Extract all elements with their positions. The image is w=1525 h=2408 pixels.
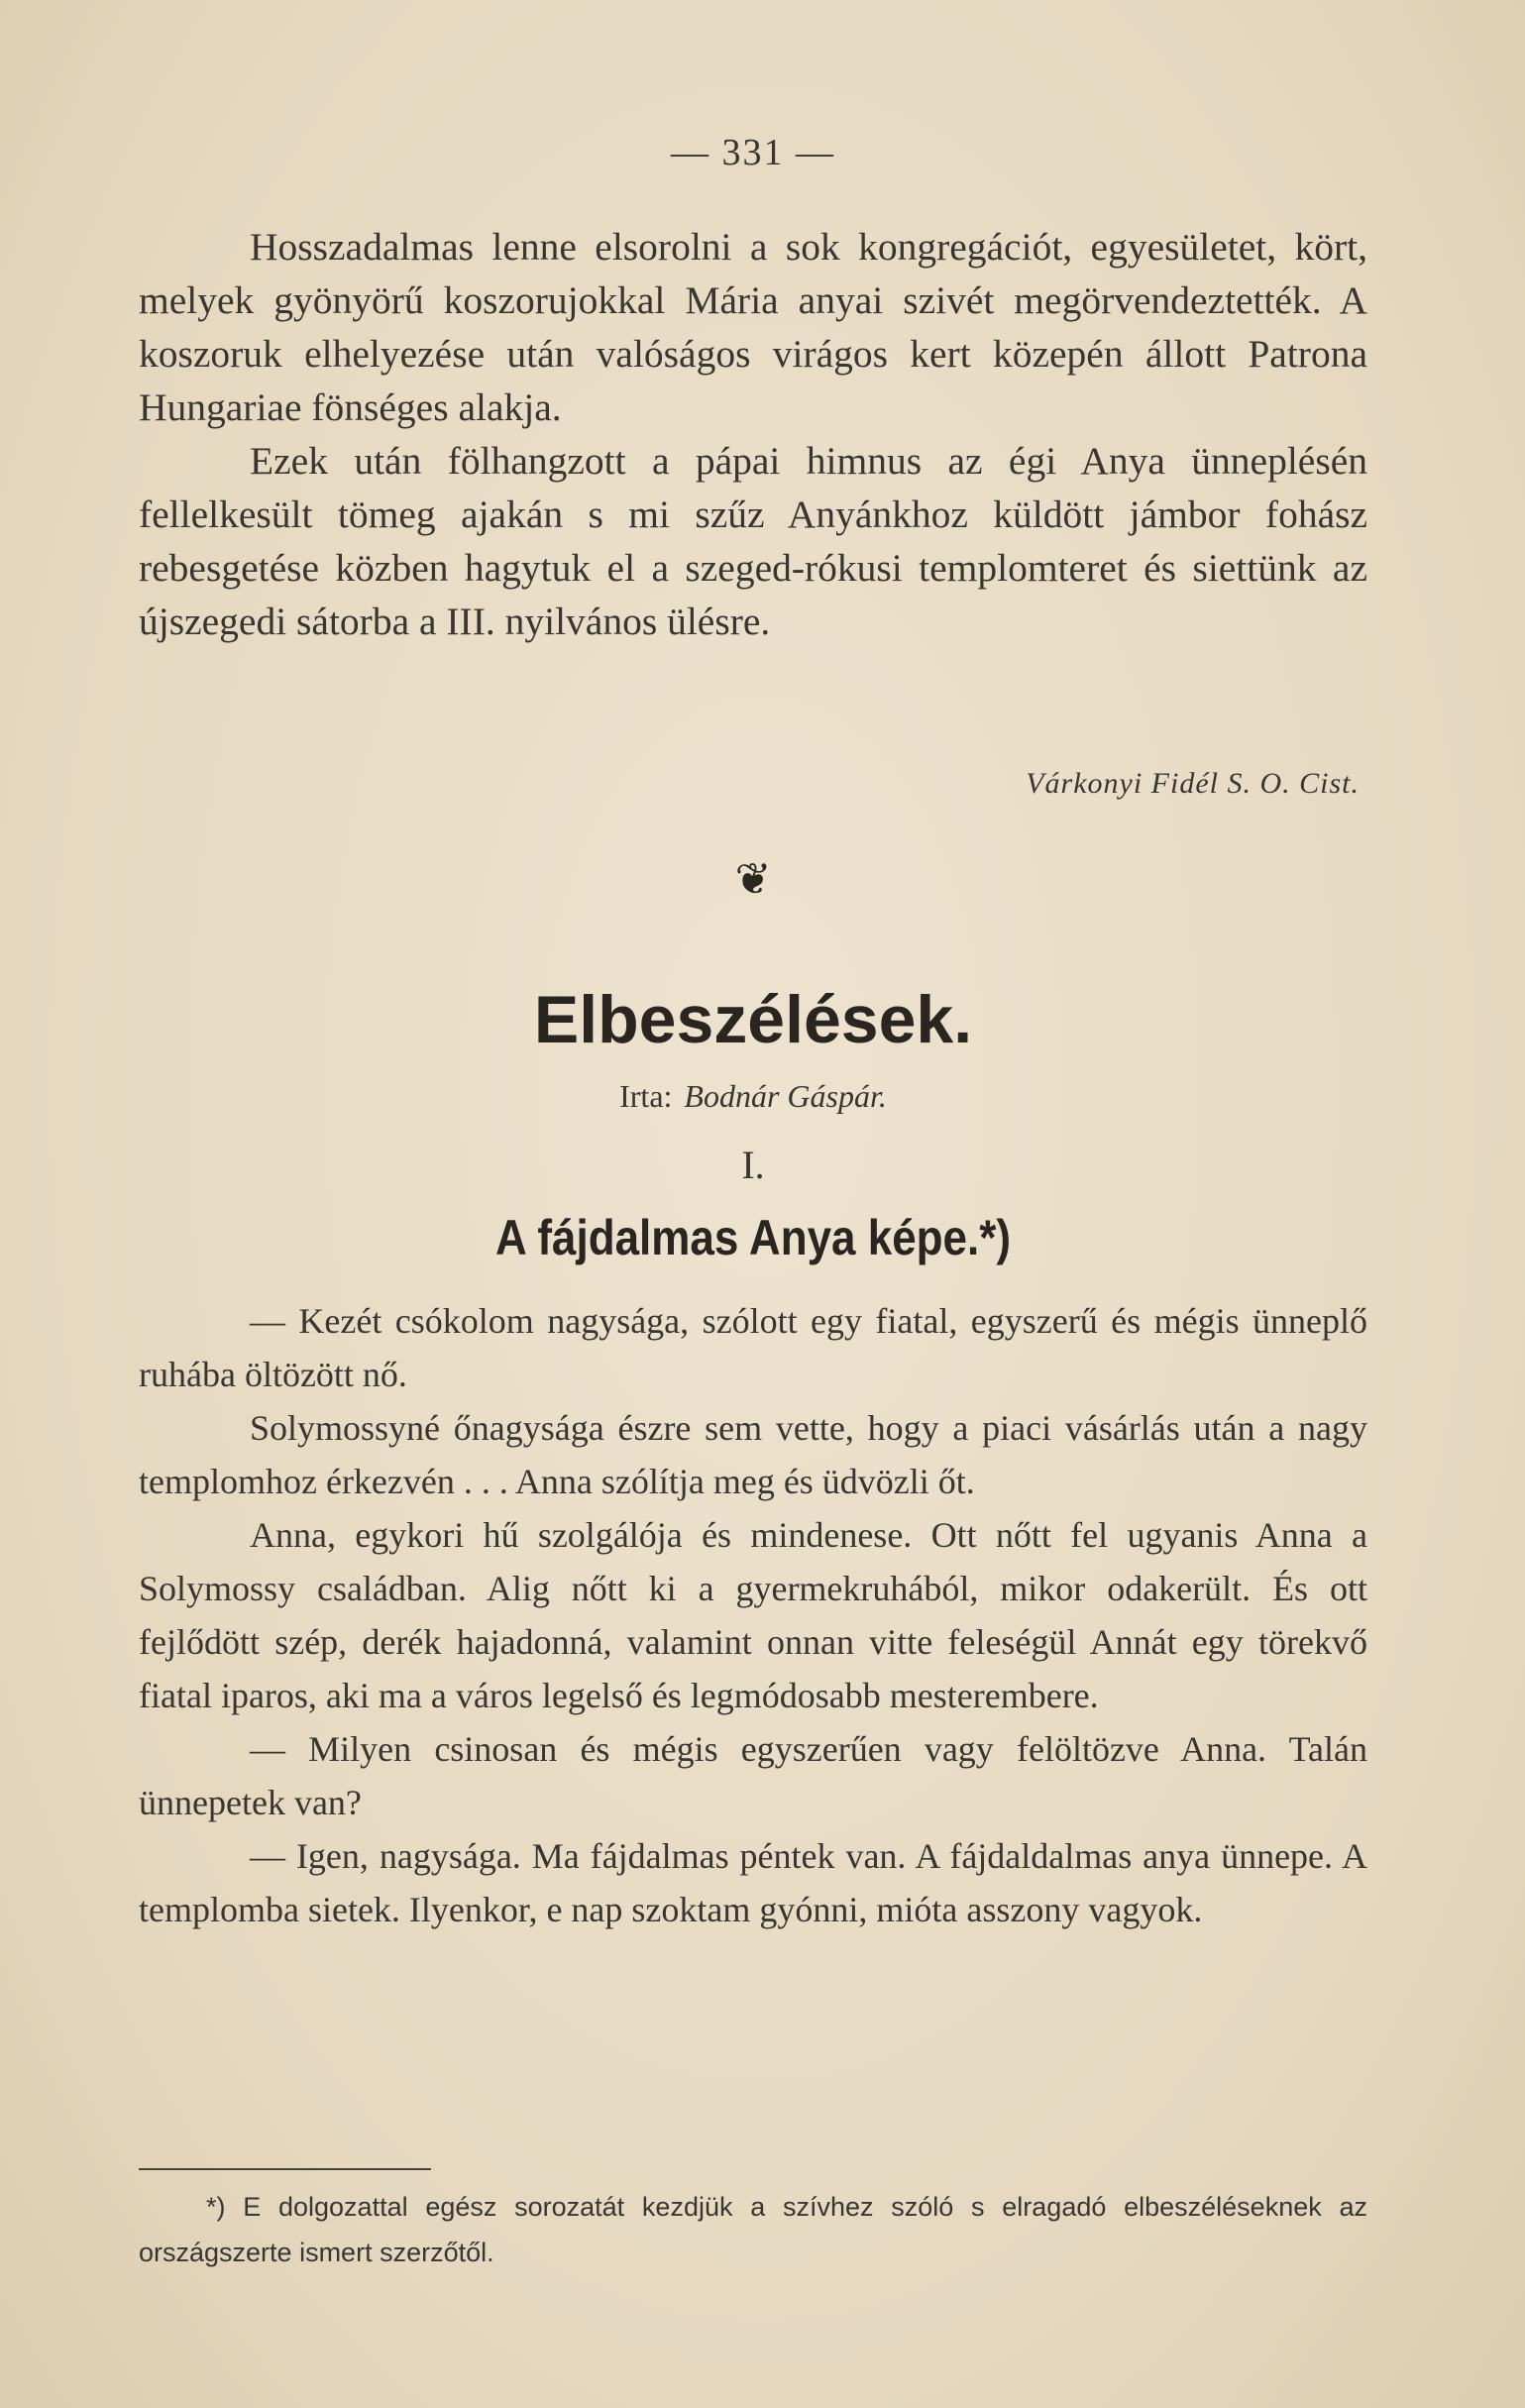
intro-paragraph-2: Ezek után fölhangzott a pápai himnus az égi Anya ünneplésén fellelkesült tömeg ajakán s mi szűz Anyánkhoz küldött jámbor fohász rebesgetése közben hagytuk el a szeged-rókusi templomteret és siettünk az újszegedi sátorba a III. nyilvános ülésre. [139, 439, 1367, 643]
byline-prefix: Irta: [619, 1078, 673, 1114]
intro-paragraph-1: Hosszadalmas lenne elsorolni a sok kongregációt, egyesületet, kört, melyek gyönyörű koszorujokkal Mária anyai szivét megörvendeztették. A koszoruk elhelyezése után valóságos virágos kert közepén állott Patrona Hungariae fönséges alakja. [139, 225, 1367, 429]
ornament-icon: ❦ [734, 855, 772, 904]
book-page [139, 0, 1367, 2408]
story-paragraph: Anna, egykori hű szolgálója és mindenese. Ott nőtt fel ugyanis Anna a Solymossy családban. Alig nőtt ki a gyermekruhából, mikor odakerült. És ott fejlődött szép, derék hajadonná, valamint onnan vitte feleségül Annát egy törekvő fiatal iparos, aki ma a város legelső és legmódosabb mesterembere. [139, 1515, 1367, 1715]
story-paragraph: Solymossyné őnagysága észre sem vette, hogy a piaci vásárlás után a nagy templomhoz érkezvén . . . Anna szólítja meg és üdvözli őt. [139, 1408, 1367, 1501]
chapter-title: A fájdalmas Anya képe.*) [494, 1210, 1012, 1265]
story-text [139, 1294, 1367, 1936]
author-signature: Várkonyi Fidél S. O. Cist. [1026, 767, 1360, 800]
section-title: Elbeszélések. [533, 982, 973, 1057]
story-paragraph: — Kezét csókolom nagysága, szólott egy fiatal, egyszerű és mégis ünneplő ruhába öltözött nő. [139, 1301, 1367, 1394]
chapter-number: I. [741, 1143, 765, 1187]
story-paragraph: — Milyen csinosan és mégis egyszerűen vagy felöltözve Anna. Talán ünnepetek van? [139, 1729, 1367, 1822]
byline [139, 1078, 1367, 1115]
story-paragraph: — Igen, nagysága. Ma fájdalmas péntek van. A fájdaldalmas anya ünnepe. A templomba sietek. Ilyenkor, e nap szoktam gyónni, mióta asszony vagyok. [139, 1836, 1367, 1929]
byline-author: Bodnár Gáspár. [684, 1078, 887, 1114]
footnote: *) E dolgozattal egész sorozatát kezdjük a szívhez szóló s elragadó elbeszéléseknek az országszerte ismert szerzőtől. [139, 2192, 1367, 2267]
intro-text [139, 220, 1367, 648]
page-number: — 331 — [671, 132, 835, 173]
footnote-rule [139, 2168, 431, 2170]
